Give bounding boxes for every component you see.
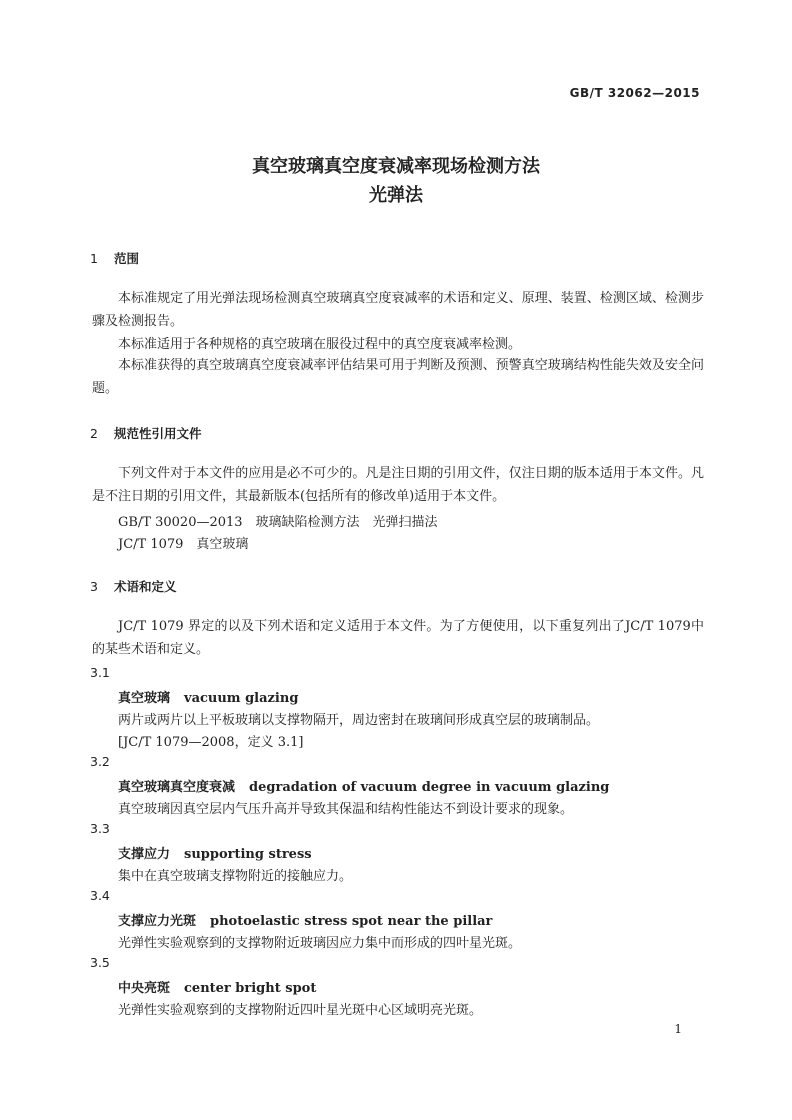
section-title: 范围: [114, 251, 140, 266]
paragraph: 本标准规定了用光弹法现场检测真空玻璃真空度衰减率的术语和定义、原理、装置、检测区域、检测步骤及检测报告。: [92, 291, 704, 329]
section-1-heading: [90, 249, 139, 267]
paragraph: JC/T 1079 界定的以及下列术语和定义适用于本文件。为了方便使用，以下重复列出了JC/T 1079中的某些术语和定义。: [92, 619, 704, 657]
term-title: [118, 843, 312, 862]
term-title: [118, 687, 298, 706]
document-subtitle: 光弹法: [369, 185, 423, 206]
section-number: 1: [90, 251, 98, 266]
term-en: vacuum glazing: [184, 691, 299, 706]
term-en: photoelastic stress spot near the pillar: [210, 914, 493, 929]
term-number: 3.3: [90, 821, 110, 836]
term-zh: 中央亮斑: [118, 981, 171, 996]
section-3-heading: [90, 577, 177, 595]
section-title: 术语和定义: [114, 579, 177, 594]
reference-item: JC/T 1079 真空玻璃: [118, 537, 249, 552]
term-en: center bright spot: [184, 981, 317, 996]
term-number: 3.5: [90, 955, 110, 970]
term-definition: 光弹性实验观察到的支撑物附近四叶星光斑中心区域明亮光斑。: [118, 1003, 483, 1018]
document-title: 真空玻璃真空度衰减率现场检测方法: [252, 156, 540, 177]
section-number: 3: [90, 579, 98, 594]
term-definition: 光弹性实验观察到的支撑物附近玻璃因应力集中而形成的四叶星光斑。: [118, 936, 522, 951]
term-zh: 支撑应力: [118, 847, 171, 862]
term-title: [118, 910, 492, 929]
term-en: supporting stress: [184, 847, 312, 862]
term-number: 3.1: [90, 665, 110, 680]
section-title: 规范性引用文件: [114, 426, 202, 441]
page-number: 1: [674, 1022, 682, 1036]
term-number: 3.2: [90, 754, 110, 769]
term-zh: 支撑应力光斑: [118, 914, 197, 929]
paragraph: 下列文件对于本文件的应用是必不可少的。凡是注日期的引用文件，仅注日期的版本适用于本文件。凡是不注日期的引用文件，其最新版本(包括所有的修改单)适用于本文件。: [92, 466, 704, 504]
section-number: 2: [90, 426, 98, 441]
term-zh: 真空玻璃: [118, 691, 171, 706]
paragraph: 本标准获得的真空玻璃真空度衰减率评估结果可用于判断及预测、预警真空玻璃结构性能失效及安全问题。: [92, 358, 704, 396]
term-en: degradation of vacuum degree in vacuum glazing: [249, 780, 610, 795]
standard-code: GB/T 32062—2015: [569, 86, 700, 100]
term-zh: 真空玻璃真空度衰减: [118, 780, 236, 795]
term-definition: 真空玻璃因真空层内气压升高并导致其保温和结构性能达不到设计要求的现象。: [118, 802, 574, 817]
paragraph: 本标准适用于各种规格的真空玻璃在服役过程中的真空度衰减率检测。: [118, 337, 522, 352]
reference-item: GB/T 30020—2013 玻璃缺陷检测方法 光弹扫描法: [118, 515, 438, 530]
term-definition: 两片或两片以上平板玻璃以支撑物隔开，周边密封在玻璃间形成真空层的玻璃制品。: [118, 713, 600, 728]
term-definition: 集中在真空玻璃支撑物附近的接触应力。: [118, 869, 353, 884]
term-title: [118, 977, 316, 996]
term-source: [JC/T 1079—2008，定义 3.1]: [118, 735, 304, 750]
term-title: [118, 776, 609, 795]
term-number: 3.4: [90, 888, 110, 903]
section-2-heading: [90, 424, 202, 442]
